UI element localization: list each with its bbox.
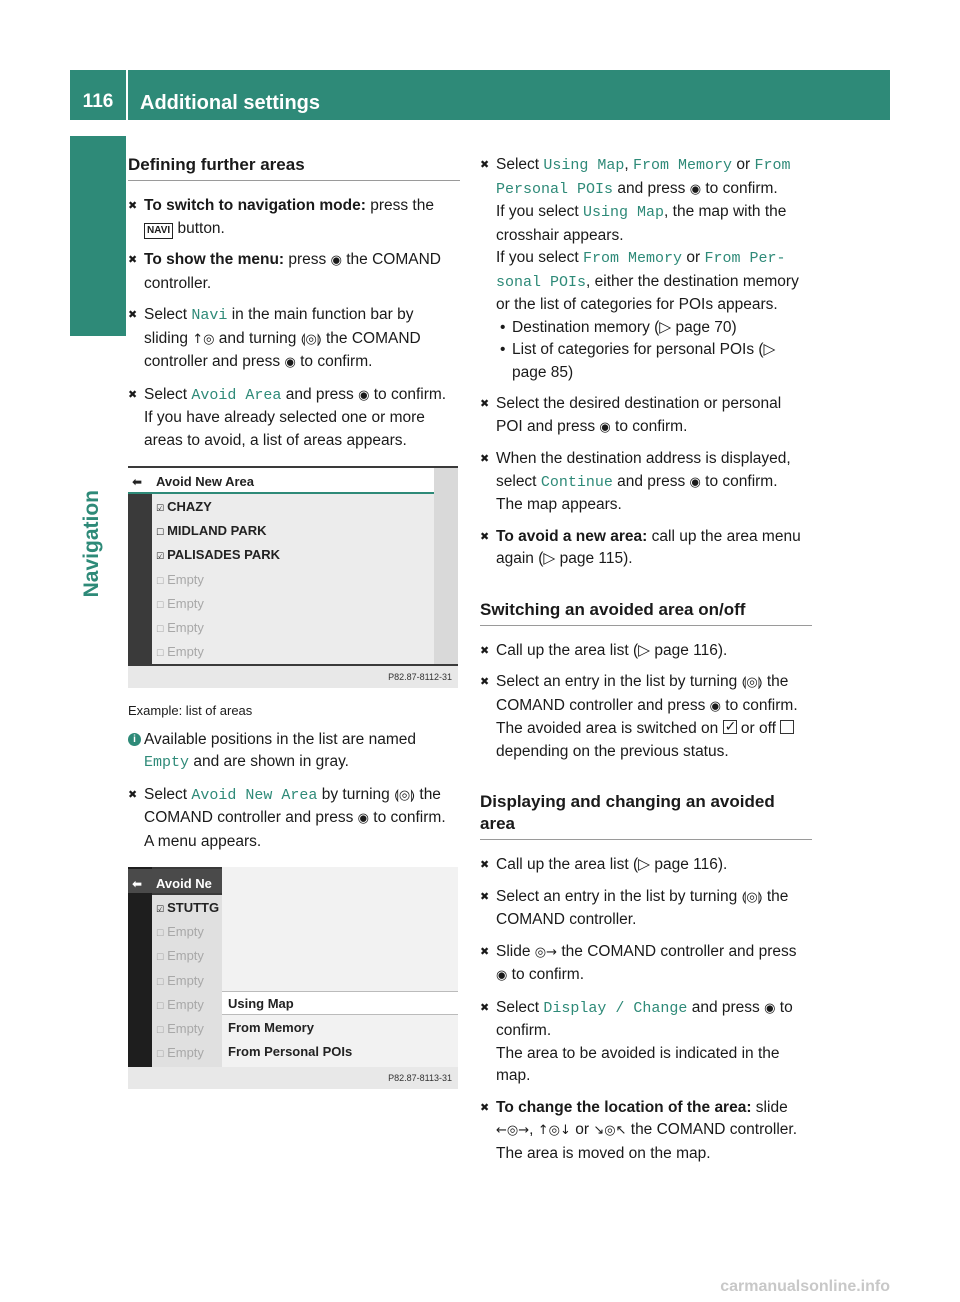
right-column: [480, 154, 812, 1174]
step-display-change: ✖ Select Display / Change and press ◉ to confirm. The area to be avoided is indicated in the map.: [480, 997, 812, 1088]
list-title: Avoid Ne: [156, 876, 212, 891]
list-item: ☐ Empty: [156, 1021, 204, 1036]
turn-icon: ⟬◎⟭: [741, 675, 763, 690]
list-title-row: [128, 869, 222, 893]
left-column: [128, 148, 460, 1089]
screenshot-list-of-areas: [128, 466, 458, 688]
step-select-avoid-area: ✖ Select Avoid Area and press ◉ to confirm. If you have already selected one or more areas to avoid, a list of areas appears.: [128, 384, 460, 453]
figure-code: P82.87-8113-31: [128, 1067, 458, 1089]
step-select-source: ✖ Select Using Map, From Memory or From Personal POIs and press ◉ to confirm. If you select Using Map, the map with the crosshair appears. If you select From Memory or From Personal POIs, either the destination memory or the list of categories for POIs appears. • Destination memory (▷ page 70) • List of categories for personal POIs (▷ page 85): [480, 154, 812, 384]
menu-item-using-map: Using Map: [222, 991, 458, 1015]
step-select-destination: ✖ Select the desired destination or personal POI and press ◉ to confirm.: [480, 393, 812, 439]
turn-icon: ⟬◎⟭: [300, 331, 322, 347]
slide-diagonal-icon: ↘◎↖: [593, 1123, 627, 1138]
menu-item-from-personal-pois: From Personal POIs: [228, 1044, 353, 1059]
slide-right-icon: ◎→: [534, 944, 558, 960]
page-number: 116: [82, 91, 114, 112]
figure-caption: Example: list of areas: [128, 703, 253, 718]
list-item: ☐ Empty: [156, 948, 204, 963]
list-item: ☐ Empty: [156, 1045, 204, 1060]
press-icon: ◉: [284, 355, 296, 370]
step-call-up-list-2: ✖ Call up the area list (▷ page 116).: [480, 854, 812, 877]
chapter-label: Navigation: [80, 490, 103, 598]
back-icon: ⬅: [132, 475, 143, 489]
press-icon: ◉: [599, 419, 611, 435]
press-icon: ◉: [358, 387, 370, 403]
press-icon: ◉: [764, 1000, 776, 1016]
slide-up-icon: ↑◎: [192, 331, 215, 347]
back-icon: ⬅: [132, 877, 143, 891]
heading-defining-areas: Defining further areas: [128, 148, 460, 181]
menu-item-from-memory: From Memory: [228, 1020, 314, 1035]
list-item: ☑ PALISADES PARK: [156, 547, 280, 562]
step-select-entry: ✖ Select an entry in the list by turning ⟬◎⟭ the COMAND controller.: [480, 886, 812, 932]
press-icon: ◉: [689, 474, 701, 490]
step-select-navi: ✖ Select Navi in the main function bar by sliding ↑◎ and turning ⟬◎⟭ the COMAND controller and press ◉ to confirm.: [128, 304, 460, 375]
list-item: ☐ Empty: [156, 620, 204, 635]
step-avoid-new-area: ✖ To avoid a new area: call up the area menu again (▷ page 115).: [480, 526, 812, 571]
turn-icon: ⟬◎⟭: [394, 787, 416, 803]
list-item: ☐ Empty: [156, 973, 204, 988]
bullet-destination-memory: • Destination memory (▷ page 70): [496, 317, 812, 340]
navi-key-icon: NAVI: [144, 223, 173, 239]
heading-displaying: Displaying and changing an avoided area: [480, 785, 812, 840]
step-change-location: ✖ To change the location of the area: slide ←◎→, ↑◎↓ or ↘◎↖ the COMAND controller. The area is moved on the map.: [480, 1097, 812, 1166]
context-menu: [222, 867, 458, 1067]
list-item: ☑ CHAZY: [156, 499, 212, 514]
step-slide-right: ✖ Slide ◎→ the COMAND controller and press ◉ to confirm.: [480, 941, 812, 988]
header-divider: [126, 70, 128, 120]
step-select-avoid-new-area: ✖ Select Avoid New Area by turning ⟬◎⟭ the COMAND controller and press ◉ to confirm. A menu appears.: [128, 784, 460, 854]
press-icon: ◉: [496, 968, 508, 983]
list-title-row: [128, 468, 434, 494]
watermark: carmanualsonline.info: [720, 1278, 890, 1295]
info-icon: i: [128, 733, 141, 746]
slide-up-down-icon: ↑◎↓: [537, 1123, 571, 1138]
side-tab: [70, 136, 126, 336]
checked-box-icon: [723, 720, 737, 734]
empty-box-icon: [780, 720, 794, 734]
press-icon: ◉: [689, 181, 702, 197]
press-icon: ◉: [330, 253, 342, 268]
step-continue: ✖ When the destination address is displayed, select Continue and press ◉ to confirm. The map appears.: [480, 448, 812, 517]
list-item: ☐ Empty: [156, 924, 204, 939]
list-item: ☐ Empty: [156, 644, 204, 659]
press-icon: ◉: [709, 698, 721, 714]
screenshot-menu: [128, 867, 458, 1089]
heading-switching: Switching an avoided area on/off: [480, 593, 812, 626]
step-navigation-mode: ✖ To switch to navigation mode: press the NAVI button.: [128, 195, 460, 240]
list-title: Avoid New Area: [156, 474, 255, 489]
step-toggle-entry: ✖ Select an entry in the list by turning ⟬◎⟭ the COMAND controller and press ◉ to confirm. The avoided area is switched on ✓ or off depending on the previous status.: [480, 671, 812, 763]
bullet-personal-pois: • List of categories for personal POIs (▷ page 85): [496, 339, 812, 384]
slide-left-right-icon: ←◎→: [496, 1123, 530, 1138]
list-item: ☐ MIDLAND PARK: [156, 523, 267, 538]
section-title: Additional settings: [140, 92, 320, 114]
list-item: ☐ Empty: [156, 997, 204, 1012]
scrollbar: [434, 468, 458, 664]
step-call-up-list: ✖ Call up the area list (▷ page 116).: [480, 640, 812, 663]
list-item: ☐ Empty: [156, 572, 204, 587]
figure-code: P82.87-8112-31: [128, 666, 458, 688]
turn-icon: ⟬◎⟭: [741, 889, 763, 905]
left-dark-strip: [128, 867, 152, 1067]
step-show-menu: ✖ To show the menu: press ◉ the COMAND controller.: [128, 249, 460, 295]
list-item: ☑ STUTTG: [156, 900, 220, 915]
info-note: i Available positions in the list are named Empty and are shown in gray.: [128, 729, 460, 775]
list-item: ☐ Empty: [156, 596, 204, 611]
press-icon: ◉: [357, 811, 369, 826]
